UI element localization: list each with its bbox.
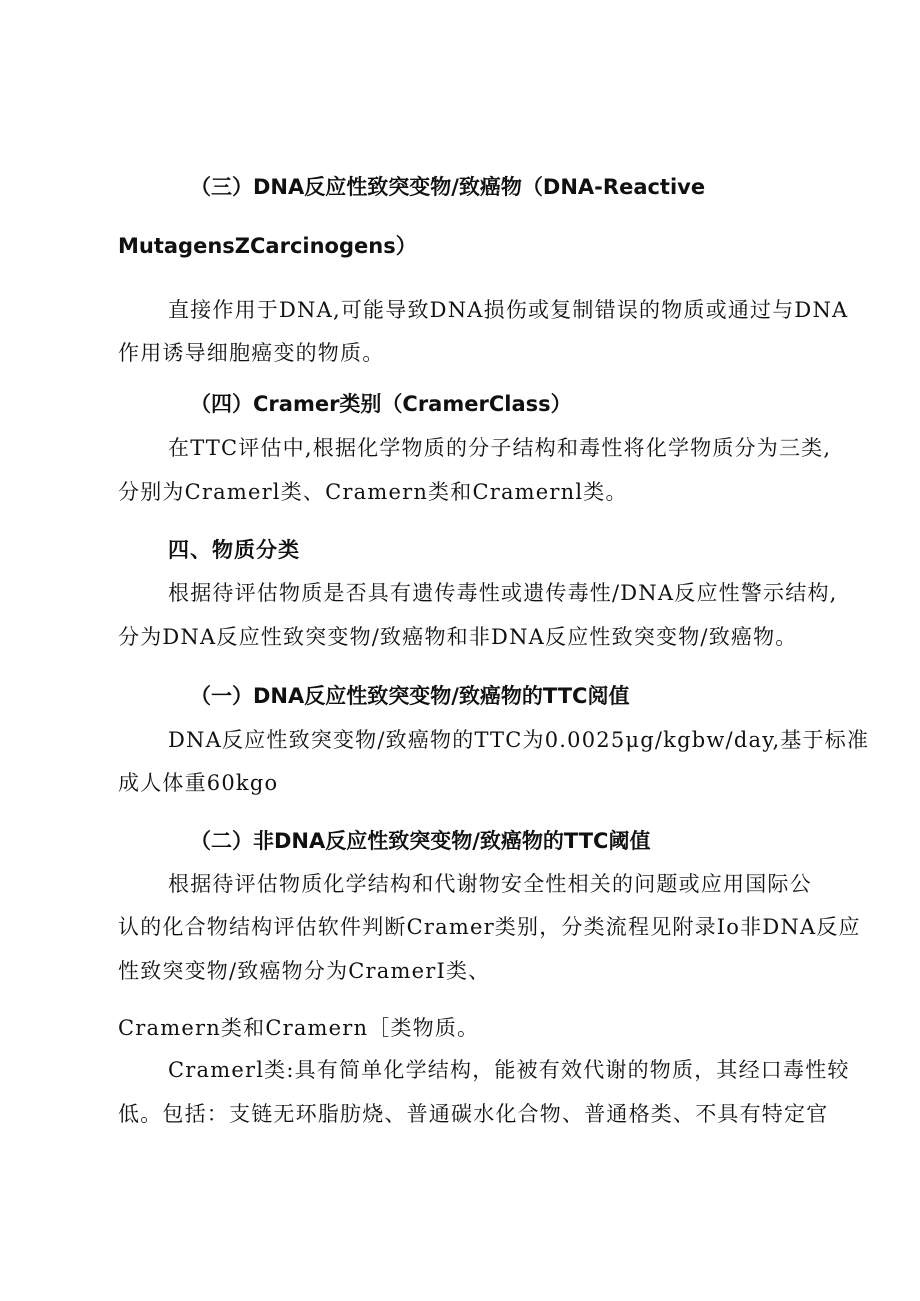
heading-cramer-class: （四）Cramer类别（CramerClass） <box>190 392 572 416</box>
paragraph-dna-ttc-line1: DNA反应性致突变物/致癌物的TTC为0.0025μg/kgbw/day,基于标准 <box>168 728 870 752</box>
paragraph-cramer-line1: 在TTC评估中,根据化学物质的分子结构和毒性将化学物质分为三类, <box>168 436 832 460</box>
paragraph-classification-line1: 根据待评估物质是否具有遗传毒性或遗传毒性/DNA反应性警示结构, <box>168 581 838 605</box>
heading-dna-reactive-line2: MutagensZCarcinogens） <box>118 234 417 258</box>
heading-dna-reactive-line1: （三）DNA反应性致突变物/致癌物（DNA-Reactive <box>190 175 706 199</box>
paragraph-non-dna-line2: 认的化合物结构评估软件判断Cramer类别，分类流程见附录Io非DNA反应 <box>118 915 861 939</box>
paragraph-cramer-i-line1: Cramerl类:具有简单化学结构，能被有效代谢的物质，其经口毒性较 <box>168 1058 850 1082</box>
paragraph-definition-line2: 作用诱导细胞癌变的物质。 <box>118 341 385 365</box>
paragraph-cramer-types: Cramern类和Cramern［类物质。 <box>118 1016 480 1040</box>
paragraph-dna-ttc-line2: 成人体重60kgo <box>118 771 279 795</box>
heading-dna-ttc: （一）DNA反应性致突变物/致癌物的TTC阅值 <box>190 684 630 708</box>
section-title-classification: 四、物质分类 <box>168 538 300 562</box>
paragraph-definition-line1: 直接作用于DNA,可能导致DNA损伤或复制错误的物质或通过与DNA <box>168 298 849 322</box>
paragraph-non-dna-line3: 性致突变物/致癌物分为CramerI类、 <box>118 959 491 983</box>
paragraph-cramer-i-line2: 低。包括：支链无环脂肪烧、普通碳水化合物、普通格类、不具有特定官 <box>118 1102 829 1126</box>
paragraph-classification-line2: 分为DNA反应性致突变物/致癌物和非DNA反应性致突变物/致癌物。 <box>118 625 798 649</box>
heading-non-dna-ttc: （二）非DNA反应性致突变物/致癌物的TTC阈值 <box>190 829 651 853</box>
paragraph-cramer-line2: 分别为Cramerl类、Cramern类和Cramernl类。 <box>118 480 628 504</box>
paragraph-non-dna-line1: 根据待评估物质化学结构和代谢物安全性相关的问题或应用国际公 <box>168 872 812 896</box>
